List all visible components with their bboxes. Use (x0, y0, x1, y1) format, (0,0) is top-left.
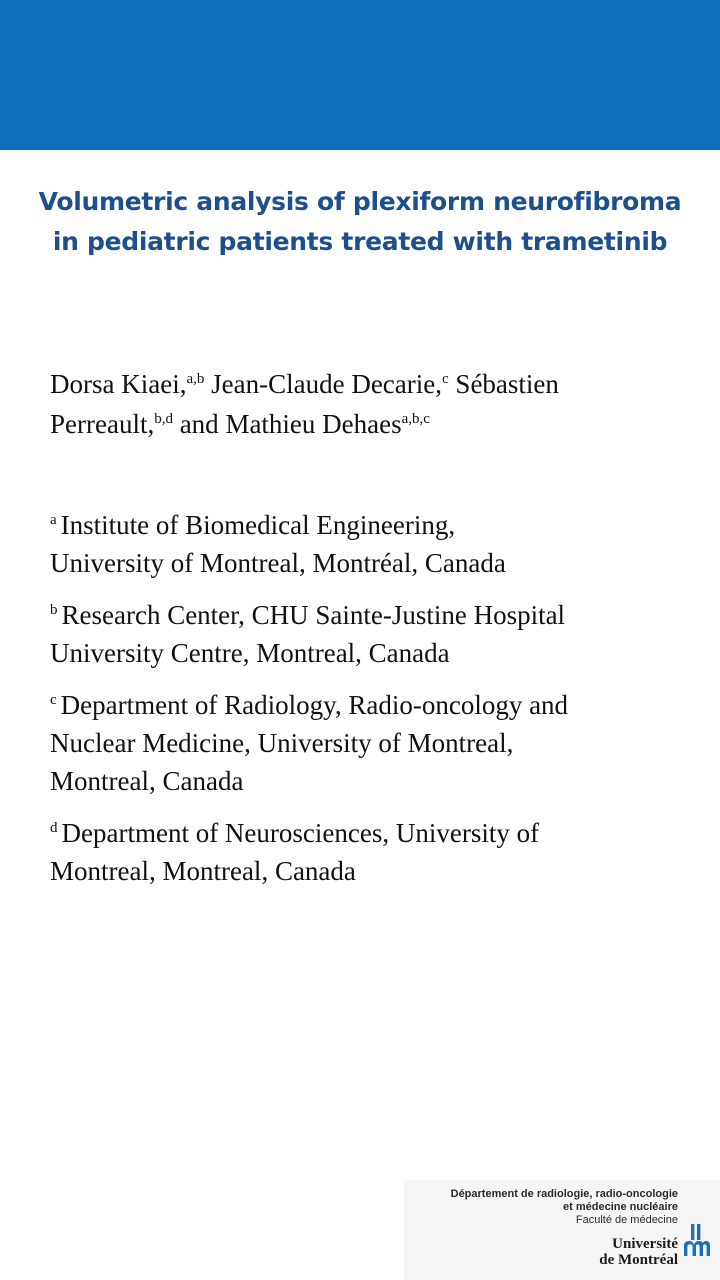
top-banner (0, 0, 720, 150)
affiliation-line: Nuclear Medicine, University of Montreal, (50, 728, 514, 758)
university-name-line-1: Université (612, 1236, 678, 1252)
affiliation-line: Department of Radiology, Radio-oncology and (60, 690, 569, 720)
affiliation-line: Montreal, Canada (50, 766, 244, 796)
author-name: Mathieu Dehaes (225, 409, 402, 439)
university-name-line-2: de Montréal (599, 1252, 678, 1268)
affiliation-marker: d (50, 820, 58, 836)
author-affiliation-marker: b,d (154, 411, 173, 427)
author-affiliation-marker: c (442, 371, 449, 387)
affiliation-marker: c (50, 692, 57, 708)
department-name-line-2: et médecine nucléaire (563, 1201, 678, 1213)
affiliation-line: University Centre, Montreal, Canada (50, 638, 450, 668)
page-title (0, 182, 720, 262)
university-logo-icon (682, 1222, 712, 1258)
affiliation-d (50, 814, 700, 890)
author-joiner: and (179, 409, 219, 439)
affiliation-a (50, 506, 700, 582)
author-name: Sébastien (455, 369, 559, 399)
author-list (50, 364, 690, 444)
author-affiliation-marker: a,b (186, 371, 205, 387)
affiliation-line: Institute of Biomedical Engineering, (60, 510, 456, 540)
affiliation-line: Department of Neurosciences, University of (61, 818, 540, 848)
author-affiliation-marker: a,b,c (401, 411, 430, 427)
author-name: Dorsa Kiaei, (50, 369, 187, 399)
faculty-name: Faculté de médecine (575, 1214, 678, 1226)
author-name: Perreault, (50, 409, 155, 439)
affiliation-line: Research Center, CHU Sainte-Justine Hospital (61, 600, 566, 630)
author-name: Jean-Claude Decarie, (211, 369, 442, 399)
university-logo-block (404, 1180, 720, 1280)
affiliation-marker: b (50, 602, 58, 618)
affiliation-c (50, 686, 700, 800)
affiliation-line: Montreal, Montreal, Canada (50, 856, 356, 886)
affiliation-b (50, 596, 700, 672)
title-line-1: Volumetric analysis of plexiform neurofibroma (38, 187, 682, 216)
department-name-line-1: Département de radiologie, radio-oncologie (450, 1188, 678, 1200)
title-line-2: in pediatric patients treated with trametinib (52, 227, 668, 256)
university-wordmark (599, 1236, 678, 1268)
affiliation-line: University of Montreal, Montréal, Canada (50, 548, 506, 578)
affiliation-marker: a (50, 512, 57, 528)
